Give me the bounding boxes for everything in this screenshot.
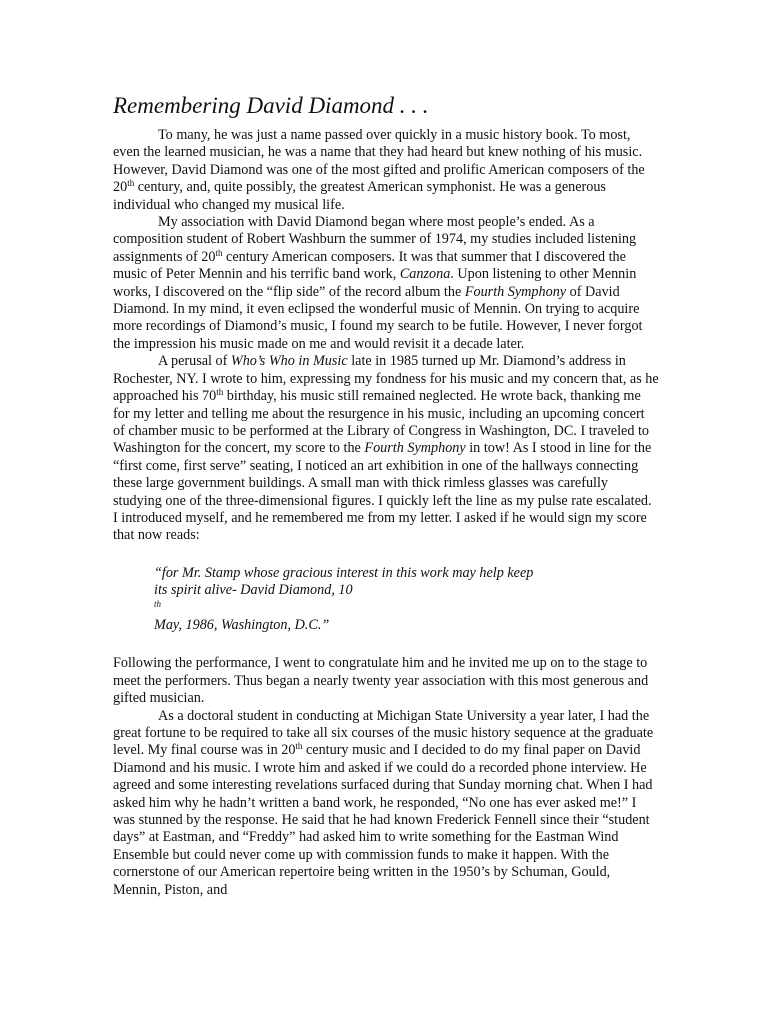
quote-line-1: “for Mr. Stamp whose gracious interest in this work may help keep <box>154 564 534 581</box>
paragraph-3-text-a: A perusal of <box>158 353 231 370</box>
paragraph-3 <box>113 353 659 544</box>
paragraph-5 <box>113 708 659 899</box>
paragraph-1 <box>113 127 659 214</box>
paragraph-2-text-a: My association with David Diamond began where most people’s ended. As a composition student of Robert Washburn the summer of 1974, my studies included listening assignments of 20 <box>113 214 637 265</box>
paragraph-5-text-b: century music and I decided to do my final paper on David Diamond and his music. I wrote him and asked if we could do a recorded phone interview. He agreed and some interesting revelations surfaced during that Sunday morning chat. When I had asked him why he hadn’t written a band work, he responded, “No one has ever asked me!” I was stunned by the response. He said that he had known Frederick Fennell since their “student days” at Eastman, and “Freddy” had asked him to write something for the Eastman Wind Ensemble but could never come up with commission funds to make it happen. With the cornerstone of our American repertoire being written in the 1950’s by Schuman, Gould, Mennin, Piston, and <box>113 742 653 898</box>
paragraph-1-text-b: century, and, quite possibly, the greatest American symphonist. He was a generous individual who changed my musical life. <box>113 179 606 213</box>
paragraph-3-text-c: birthday, his music still remained neglected. He wrote back, thanking me for my letter and telling me about the resurgence in his music, including an upcoming concert of chamber music to be performed at the Library of Congress in Washington, DC. I traveled to Washington for the concert, my score to the <box>113 388 649 457</box>
ordinal-superscript: th <box>154 598 162 609</box>
ordinal-superscript: th <box>295 741 303 752</box>
paragraph-4: Following the performance, I went to congratulate him and he invited me up on to the stage to meet the performers. Thus began a nearly twenty year association with this most generous and gifted musician. <box>113 655 649 707</box>
work-title-canzona: Canzona <box>399 266 451 283</box>
book-title-whos-who: Who’s Who in Music <box>230 353 348 370</box>
paragraph-5-text-a: As a doctoral student in conducting at Michigan State University a year later, I had the great fortune to be required to take all six courses of the music history sequence at the graduate level. My final course was in 20 <box>113 707 654 759</box>
ordinal-superscript: th <box>216 387 224 398</box>
document-page <box>113 92 659 899</box>
quote-line-2-text-a: its spirit alive- David Diamond, 10 <box>154 582 353 599</box>
quote-line-2 <box>154 582 659 634</box>
quote-line-2-text-b: May, 1986, Washington, D.C.” <box>154 616 330 633</box>
work-title-fourth-symphony: Fourth Symphony <box>364 440 466 457</box>
paragraph-3-text-b: late in 1985 turned up Mr. Diamond’s address in Rochester, NY. I wrote to him, expressing my fondness for his music and my concern that, as he approached his 70 <box>113 353 659 405</box>
ordinal-superscript: th <box>127 178 135 189</box>
ordinal-superscript: th <box>215 247 223 258</box>
document-title: Remembering David Diamond . . . <box>113 93 429 118</box>
paragraph-2-text-b: century American composers. It was that summer that I discovered the music of Peter Mennin and his terrific band work, <box>113 248 626 283</box>
paragraph-1-text-a: To many, he was just a name passed over quickly in a music history book. To most, even the learned musician, he was a name that they had heard but knew nothing of his music. However, David Diamond was one of the most gifted and prolific American composers of the 20 <box>113 127 645 196</box>
work-title-fourth-symphony: Fourth Symphony <box>464 283 567 300</box>
paragraph-2-text-d: of David Diamond. In my mind, it even eclipsed the wonderful music of Mennin. On trying to acquire more recordings of Diamond’s music, I found my search to be futile. However, I never forgot the impression his music made on me and would revisit it a decade later. <box>113 283 643 352</box>
paragraph-2-text-c: . Upon listening to other Mennin works, I discovered on the “flip side” of the record album the <box>113 266 637 300</box>
paragraph-3-text-d: in tow! As I stood in line for the “first come, first serve” seating, I noticed an art exhibition in one of the hallways connecting these large government buildings. A small man with thick rimless glasses was carefully studying one of the three-dimensional figures. I quickly left the line as my pulse rate escalated. I introduced myself, and he remembered me from my letter. I asked if he would sign my score that now reads: <box>113 440 652 544</box>
inscription-quote <box>154 565 659 635</box>
paragraph-2 <box>113 214 659 353</box>
